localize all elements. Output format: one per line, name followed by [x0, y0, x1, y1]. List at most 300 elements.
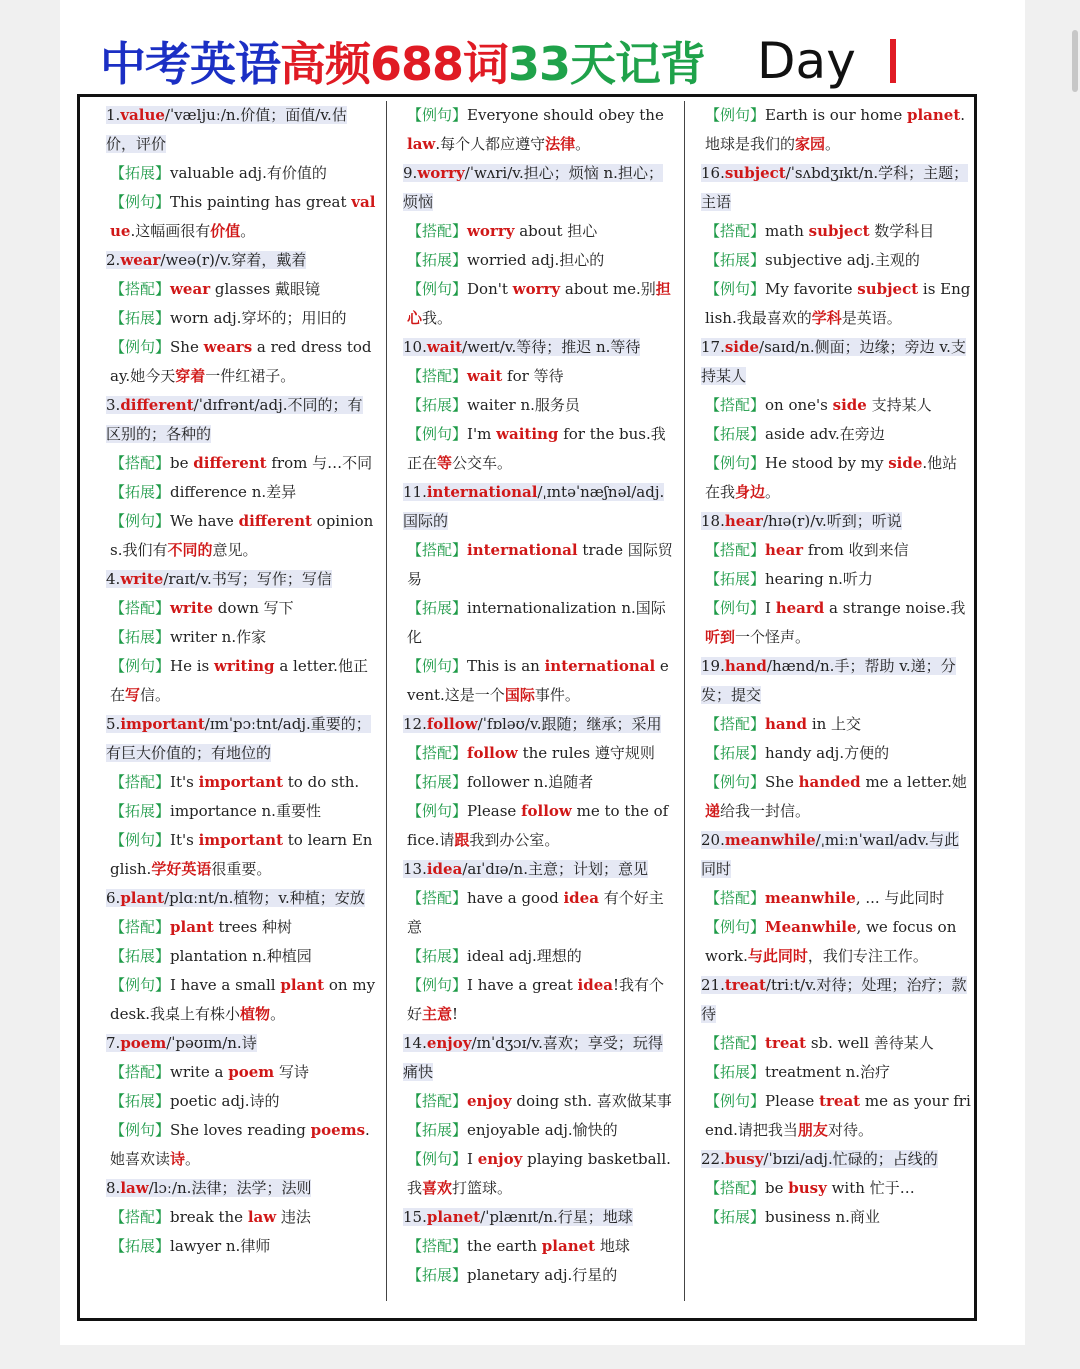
entry-row-example — [403, 797, 673, 855]
row-text: I have a small — [170, 976, 281, 994]
row-text: follower n.追随者 — [467, 773, 594, 791]
row-text: the earth — [467, 1237, 542, 1255]
entry-row-example — [701, 101, 971, 159]
entry-definition: /triːt/v.对待；处理；治疗；款待 — [701, 976, 967, 1023]
word-entry — [106, 1174, 376, 1261]
entry-heading — [403, 855, 673, 884]
extension-tag: 【拓展】 — [110, 802, 171, 820]
row-text: business n.商业 — [765, 1208, 880, 1226]
example-tag: 【例句】 — [407, 657, 468, 675]
row-text: It's — [170, 773, 199, 791]
entry-row-example — [403, 101, 673, 159]
entry-row-collocation — [701, 1029, 971, 1058]
entry-row-example — [701, 449, 971, 507]
row-text: me to the office.请 — [407, 802, 669, 849]
example-tag: 【例句】 — [705, 599, 766, 617]
entry-definition: /ˈfɒləʊ/v.跟随；继承；采用 — [477, 715, 662, 733]
entry-definition: /ˈvæljuː/n.价值；面值/v.估价，评价 — [106, 106, 347, 153]
keyword: wears — [203, 338, 253, 356]
extension-tag: 【拓展】 — [110, 947, 171, 965]
keyword: law — [247, 1208, 277, 1226]
row-text: down 写下 — [213, 599, 294, 617]
entry-number: 11. — [403, 483, 427, 501]
keyword: subject — [808, 222, 870, 240]
row-text: 意见。 — [212, 541, 258, 559]
entry-heading — [701, 333, 971, 391]
keyword: planet — [541, 1237, 596, 1255]
collocation-tag: 【搭配】 — [705, 396, 766, 414]
keyword: value — [110, 193, 376, 240]
entry-row-extension — [106, 478, 376, 507]
entry-word: wait — [426, 338, 463, 356]
keyword: plant — [280, 976, 325, 994]
entry-word: side — [724, 338, 760, 356]
row-text: I have a great — [467, 976, 578, 994]
example-tag: 【例句】 — [407, 280, 468, 298]
row-text: sb. well 善待某人 — [806, 1034, 934, 1052]
collocation-tag: 【搭配】 — [110, 1063, 171, 1081]
entry-row-collocation — [106, 1203, 376, 1232]
entry-definition: /saɪd/n.侧面；边缘；旁边 v.支持某人 — [701, 338, 966, 385]
collocation-tag: 【搭配】 — [110, 918, 171, 936]
entry-heading — [403, 1029, 673, 1087]
entry-row-collocation — [106, 913, 376, 942]
entry-row-extension — [106, 797, 376, 826]
row-text: 违法 — [276, 1208, 311, 1226]
row-text: 。 — [575, 135, 591, 153]
row-text: the rules 遵守规则 — [517, 744, 655, 762]
keyword-translation: 诗 — [170, 1150, 186, 1168]
entry-row-extension — [403, 594, 673, 652]
row-text: glasses 戴眼镜 — [210, 280, 320, 298]
row-text: 信。 — [140, 686, 171, 704]
word-entry — [403, 855, 673, 1029]
entry-heading-highlight — [701, 338, 966, 385]
entry-definition: /weə(r)/v.穿着，戴着 — [160, 251, 307, 269]
collocation-tag: 【搭配】 — [407, 744, 468, 762]
collocation-tag: 【搭配】 — [705, 222, 766, 240]
collocation-tag: 【搭配】 — [705, 541, 766, 559]
row-text: have a good — [467, 889, 564, 907]
keyword: handed — [798, 773, 861, 791]
entry-definition: /hɪə(r)/v.听到；听说 — [762, 512, 902, 530]
keyword: important — [198, 773, 284, 791]
row-text: 一个怪声。 — [735, 628, 811, 646]
entry-row-collocation — [106, 594, 376, 623]
entry-heading-highlight — [701, 1150, 938, 1168]
word-entry — [701, 826, 971, 971]
keyword: enjoy — [467, 1092, 512, 1110]
keyword: different — [193, 454, 267, 472]
entry-row-collocation — [106, 768, 376, 797]
row-text: trade 国际贸易 — [407, 541, 673, 588]
entry-definition: /ɪmˈpɔːtnt/adj.重要的；有巨大价值的；有地位的 — [106, 715, 371, 762]
entry-row-extension — [403, 1116, 673, 1145]
entry-row-extension — [403, 942, 673, 971]
row-text: Please — [467, 802, 522, 820]
keyword-translation: 担心 — [407, 280, 671, 327]
row-text: with 忙于… — [826, 1179, 915, 1197]
entry-heading — [403, 1203, 673, 1232]
entry-definition: /ˈsʌbdʒɪkt/n.学科；主题；主语 — [701, 164, 969, 211]
row-text: poetic adj.诗的 — [170, 1092, 280, 1110]
entry-row-example — [106, 826, 376, 884]
row-text: He stood by my — [765, 454, 889, 472]
entry-number: 22. — [701, 1150, 725, 1168]
row-text: hearing n.听力 — [765, 570, 873, 588]
keyword: side — [832, 396, 867, 414]
row-text: Earth is our home — [765, 106, 907, 124]
row-text: from 与…不同 — [266, 454, 373, 472]
keyword: international — [467, 541, 578, 559]
entry-number: 17. — [701, 338, 725, 356]
entry-row-collocation — [403, 1087, 673, 1116]
word-entry — [403, 1029, 673, 1203]
entry-row-extension — [701, 420, 971, 449]
entry-definition: /ˌɪntəˈnæʃnəl/adj.国际的 — [403, 483, 665, 530]
entry-heading — [701, 826, 971, 884]
entry-row-collocation — [403, 884, 673, 942]
entry-definition: /plɑːnt/n.植物；v.种植；安放 — [164, 889, 365, 907]
entry-row-collocation — [106, 1058, 376, 1087]
entry-row-extension — [106, 159, 376, 188]
word-entry — [106, 391, 376, 565]
entry-number: 5. — [106, 715, 121, 733]
scrollbar[interactable] — [1072, 30, 1078, 92]
keyword-translation: 喜欢 — [422, 1179, 453, 1197]
entry-row-example — [106, 188, 376, 246]
row-text: We have — [170, 512, 239, 530]
example-tag: 【例句】 — [705, 918, 766, 936]
keyword: Meanwhile — [765, 918, 857, 936]
row-text: He is — [170, 657, 215, 675]
entry-heading-highlight — [106, 396, 363, 443]
keyword: treat — [765, 1034, 807, 1052]
row-text: to learn English. — [110, 831, 373, 878]
keyword-translation: 学好英语 — [151, 860, 212, 878]
title-part2: 高频688词 — [280, 37, 509, 91]
row-text: 事件。 — [534, 686, 580, 704]
entry-heading-highlight — [403, 1034, 663, 1081]
entry-definition: /lɔː/n.法律；法学；法则 — [148, 1179, 312, 1197]
collocation-tag: 【搭配】 — [705, 1034, 766, 1052]
extension-tag: 【拓展】 — [407, 773, 468, 791]
keyword-translation: 递 — [705, 802, 721, 820]
row-text: enjoyable adj.愉快的 — [467, 1121, 618, 1139]
keyword: meanwhile — [765, 889, 856, 907]
entry-heading-highlight — [403, 860, 648, 878]
entry-heading — [106, 246, 376, 275]
entry-row-extension — [106, 304, 376, 333]
keyword-translation: 不同的 — [167, 541, 213, 559]
extension-tag: 【拓展】 — [407, 599, 468, 617]
example-tag: 【例句】 — [407, 976, 468, 994]
row-text: She — [170, 338, 204, 356]
row-text: worried adj.担心的 — [467, 251, 605, 269]
row-text: planetary adj.行星的 — [467, 1266, 618, 1284]
entry-word: law — [120, 1179, 149, 1197]
entry-number: 8. — [106, 1179, 121, 1197]
example-tag: 【例句】 — [110, 831, 171, 849]
entry-heading — [106, 565, 376, 594]
example-tag: 【例句】 — [705, 1092, 766, 1110]
keyword-translation: 法律 — [545, 135, 576, 153]
entry-row-example — [106, 507, 376, 565]
row-text: 是英语。 — [841, 309, 902, 327]
keyword: international — [544, 657, 656, 675]
entry-heading-highlight — [106, 889, 365, 907]
entry-number: 2. — [106, 251, 121, 269]
row-text: break the — [170, 1208, 248, 1226]
entry-definition: /ˈbɪzi/adj.忙碌的；占线的 — [763, 1150, 938, 1168]
column-divider — [684, 101, 685, 1301]
keyword: worry — [467, 222, 515, 240]
keyword: different — [238, 512, 312, 530]
entry-word: poem — [120, 1034, 167, 1052]
collocation-tag: 【搭配】 — [110, 773, 171, 791]
keyword: wait — [467, 367, 503, 385]
entry-row-example — [701, 768, 971, 826]
extension-tag: 【拓展】 — [705, 251, 766, 269]
entry-row-collocation — [701, 217, 971, 246]
row-text: 对待。 — [827, 1121, 873, 1139]
row-text: She loves reading — [170, 1121, 311, 1139]
keyword-translation: 学科 — [811, 309, 842, 327]
row-text: opinions.我们有 — [110, 512, 374, 559]
entry-heading — [106, 391, 376, 449]
entry-row-extension — [106, 1087, 376, 1116]
keyword-translation: 跟 — [454, 831, 470, 849]
entry-definition: /ˈwʌri/v.担心；烦恼 n.担心；烦恼 — [403, 164, 663, 211]
word-entry — [701, 1145, 971, 1232]
entry-row-collocation — [701, 1174, 971, 1203]
row-text: subjective adj.主观的 — [765, 251, 920, 269]
entry-heading — [403, 710, 673, 739]
entry-row-extension — [701, 565, 971, 594]
row-text: I'm — [467, 425, 497, 443]
example-tag: 【例句】 — [407, 106, 468, 124]
title-part1: 中考英语 — [100, 37, 280, 91]
entry-heading — [701, 652, 971, 710]
entry-row-extension — [403, 246, 673, 275]
entry-heading-highlight — [403, 164, 663, 211]
entry-heading — [106, 710, 376, 768]
entry-definition: /raɪt/v.书写；写作；写信 — [163, 570, 332, 588]
keyword: subject — [857, 280, 919, 298]
entry-word: important — [120, 715, 205, 733]
entry-heading — [403, 478, 673, 536]
keyword-translation: 朋友 — [797, 1121, 828, 1139]
keyword: waiting — [496, 425, 559, 443]
word-entry — [106, 101, 376, 246]
entry-row-extension — [106, 1232, 376, 1261]
entry-heading-highlight — [701, 512, 902, 530]
collocation-tag: 【搭配】 — [407, 1237, 468, 1255]
keyword-translation: 写 — [125, 686, 141, 704]
keyword-translation: 与此同时 — [747, 947, 808, 965]
entry-row-collocation — [403, 536, 673, 594]
row-text: playing basketball.我 — [407, 1150, 671, 1197]
row-text: 。 — [765, 483, 781, 501]
row-text: a strange noise.我 — [824, 599, 966, 617]
row-text: .她喜欢读 — [110, 1121, 370, 1168]
row-text: in 上交 — [807, 715, 862, 733]
collocation-tag: 【搭配】 — [705, 715, 766, 733]
entry-number: 6. — [106, 889, 121, 907]
row-text: !我有个好 — [407, 976, 665, 1023]
keyword: write — [170, 599, 214, 617]
entry-number: 20. — [701, 831, 725, 849]
entry-number: 19. — [701, 657, 725, 675]
entry-row-extension — [701, 1058, 971, 1087]
example-tag: 【例句】 — [110, 512, 171, 530]
row-text: 数学科目 — [869, 222, 935, 240]
entry-number: 7. — [106, 1034, 121, 1052]
entry-word: worry — [417, 164, 465, 182]
entry-word: plant — [120, 889, 165, 907]
example-tag: 【例句】 — [705, 773, 766, 791]
entry-number: 21. — [701, 976, 725, 994]
extension-tag: 【拓展】 — [407, 251, 468, 269]
entry-number: 16. — [701, 164, 725, 182]
row-text: 。 — [185, 1150, 201, 1168]
entry-heading-highlight — [106, 1034, 257, 1052]
row-text: 。 — [240, 222, 256, 240]
row-text: internationalization n.国际化 — [407, 599, 666, 646]
keyword: law — [407, 135, 436, 153]
entry-heading — [106, 1029, 376, 1058]
page-title — [100, 26, 896, 96]
word-entry — [701, 159, 971, 333]
keyword-translation: 穿着 — [175, 367, 206, 385]
row-text: a letter.他正在 — [110, 657, 368, 704]
entry-heading — [701, 507, 971, 536]
entry-heading-highlight — [701, 976, 967, 1023]
word-entry — [701, 333, 971, 507]
example-tag: 【例句】 — [407, 802, 468, 820]
entry-row-example — [403, 971, 673, 1029]
collocation-tag: 【搭配】 — [407, 1092, 468, 1110]
row-text: 支持某人 — [866, 396, 932, 414]
row-text: 。 — [270, 1005, 286, 1023]
extension-tag: 【拓展】 — [110, 1092, 171, 1110]
row-text: worn adj.穿坏的；用旧的 — [170, 309, 347, 327]
row-text: ，我们专注工作。 — [807, 947, 928, 965]
keyword: busy — [788, 1179, 827, 1197]
extension-tag: 【拓展】 — [110, 1237, 171, 1255]
row-text: 给我一封信。 — [720, 802, 811, 820]
word-entry — [106, 1029, 376, 1174]
row-text: .他站在我 — [705, 454, 958, 501]
entry-heading-highlight — [106, 106, 347, 153]
example-tag: 【例句】 — [705, 280, 766, 298]
entry-word: write — [120, 570, 164, 588]
keyword: treat — [819, 1092, 861, 1110]
row-text: on one's — [765, 396, 833, 414]
entry-row-example — [701, 594, 971, 652]
collocation-tag: 【搭配】 — [407, 889, 468, 907]
keyword: enjoy — [477, 1150, 523, 1168]
entry-row-extension — [403, 391, 673, 420]
example-tag: 【例句】 — [110, 657, 171, 675]
row-text: a red dress today.她今天 — [110, 338, 372, 385]
row-text: 我到办公室。 — [469, 831, 560, 849]
entry-heading-highlight — [106, 715, 371, 762]
entry-row-collocation — [403, 1232, 673, 1261]
keyword-translation: 价值 — [210, 222, 241, 240]
keyword-translation: 主意 — [422, 1005, 453, 1023]
row-text: 写诗 — [274, 1063, 309, 1081]
row-text: This is an — [467, 657, 545, 675]
entry-heading-highlight — [403, 1208, 633, 1226]
entry-number: 18. — [701, 512, 725, 530]
row-text: 一件红裙子。 — [205, 367, 296, 385]
entry-word: different — [120, 396, 194, 414]
row-text: , ... 与此同时 — [855, 889, 945, 907]
word-entry — [701, 101, 971, 159]
entry-number: 4. — [106, 570, 121, 588]
example-tag: 【例句】 — [407, 1150, 468, 1168]
row-text: write a — [170, 1063, 229, 1081]
row-text: waiter n.服务员 — [467, 396, 580, 414]
row-text: to do sth. — [283, 773, 360, 791]
entry-row-example — [106, 1116, 376, 1174]
example-tag: 【例句】 — [110, 193, 171, 211]
extension-tag: 【拓展】 — [705, 1063, 766, 1081]
entry-row-collocation — [403, 362, 673, 391]
extension-tag: 【拓展】 — [705, 425, 766, 443]
row-text: be — [765, 1179, 789, 1197]
row-text: This painting has great — [170, 193, 352, 211]
row-text: math — [765, 222, 809, 240]
entry-heading-highlight — [403, 483, 664, 530]
extension-tag: 【拓展】 — [705, 744, 766, 762]
row-text: I — [765, 599, 776, 617]
entry-row-extension — [106, 623, 376, 652]
entry-definition: /hænd/n.手；帮助 v.递；分发；提交 — [701, 657, 956, 704]
entry-heading — [106, 101, 376, 159]
word-entry — [106, 710, 376, 884]
entry-word: enjoy — [426, 1034, 472, 1052]
entry-row-collocation — [701, 710, 971, 739]
row-text: 打篮球。 — [452, 1179, 513, 1197]
collocation-tag: 【搭配】 — [110, 454, 171, 472]
entry-word: value — [120, 106, 165, 124]
keyword: side — [888, 454, 923, 472]
row-text: Don't — [467, 280, 513, 298]
entry-heading — [403, 159, 673, 217]
collocation-tag: 【搭配】 — [110, 1208, 171, 1226]
entry-word: busy — [724, 1150, 764, 1168]
column-divider — [386, 101, 387, 1301]
entry-definition: /ɪnˈdʒɔɪ/v.喜欢；享受；玩得痛快 — [403, 1034, 663, 1081]
row-text: She — [765, 773, 799, 791]
keyword: follow — [521, 802, 572, 820]
entry-row-example — [701, 1087, 971, 1145]
keyword: writing — [214, 657, 275, 675]
row-text: It's — [170, 831, 199, 849]
row-text: 我。 — [422, 309, 453, 327]
row-text: for the bus.我正在 — [407, 425, 666, 472]
column-1 — [106, 101, 376, 1301]
collocation-tag: 【搭配】 — [110, 599, 171, 617]
row-text: about 担心 — [514, 222, 598, 240]
entry-word: hear — [724, 512, 763, 530]
row-text: importance n.重要性 — [170, 802, 321, 820]
row-text: 公交车。 — [452, 454, 513, 472]
keyword: heard — [775, 599, 825, 617]
entry-row-extension — [701, 739, 971, 768]
